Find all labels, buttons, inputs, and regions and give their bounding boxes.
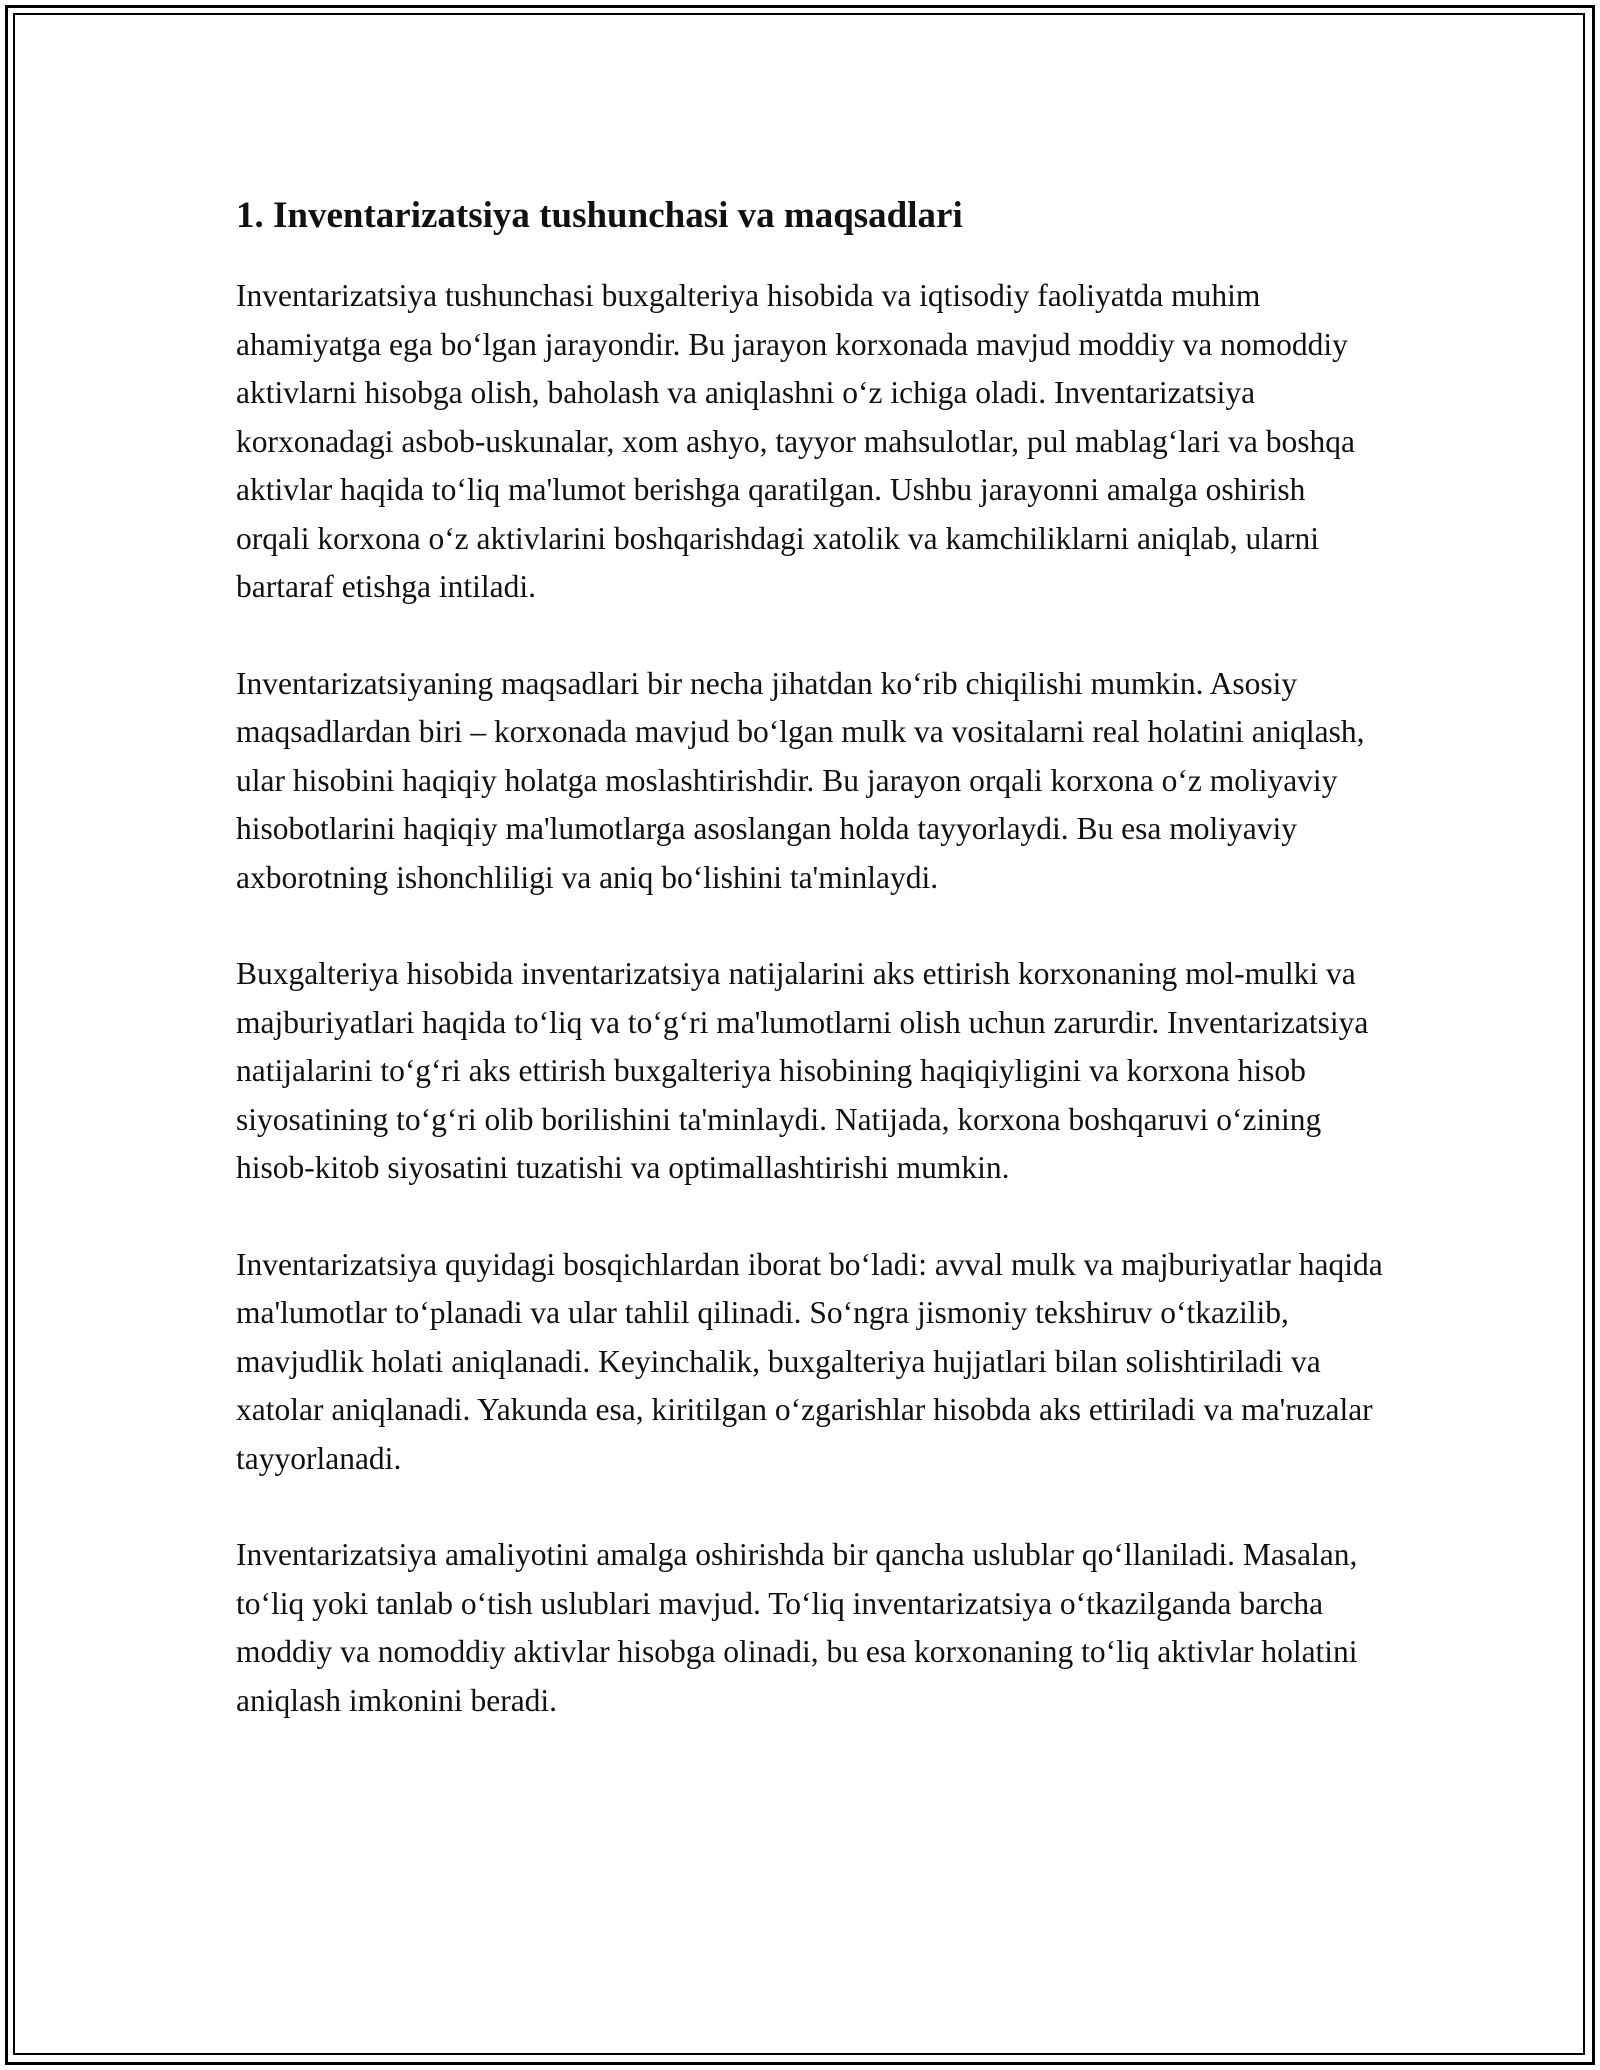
section-title: 1. Inventarizatsiya tushunchasi va maqsadlari xyxy=(236,195,963,236)
paragraph-2: Inventarizatsiyaning maqsadlari bir necha jihatdan ko‘rib chiqilishi mumkin. Asosiy maqsadlardan biri – korxonada mavjud bo‘lgan mulk va vositalarni real holatini aniqlash, ular hisobini haqiqiy holatga moslashtirishdir. Bu jarayon orqali korxona o‘z moliyaviy hisobotlarini haqiqiy ma'lumotlarga asoslangan holda tayyorlaydi. Bu esa moliyaviy axborotning ishonchliligi va aniq bo‘lishini ta'minlaydi. xyxy=(236,665,1365,895)
document-body xyxy=(236,188,1386,1773)
paragraph-4: Inventarizatsiya quyidagi bosqichlardan iborat bo‘ladi: avval mulk va majburiyatlar haqida ma'lumotlar to‘planadi va ular tahlil qilinadi. So‘ngra jismoniy tekshiruv o‘tkazilib, mavjudlik holati aniqlanadi. Keyinchalik, buxgalteriya hujjatlari bilan solishtiriladi va xatolar aniqlanadi. Yakunda esa, kiritilgan o‘zgarishlar hisobda aks ettiriladi va ma'ruzalar tayyorlanadi. xyxy=(236,1246,1383,1476)
paragraph-5: Inventarizatsiya amaliyotini amalga oshirishda bir qancha uslublar qo‘llaniladi. Masalan, to‘liq yoki tanlab o‘tish uslublari mavjud. To‘liq inventarizatsiya o‘tkazilganda barcha moddiy va nomoddiy aktivlar hisobga olinadi, bu esa korxonaning to‘liq aktivlar holatini aniqlash imkonini beradi. xyxy=(236,1537,1358,1718)
paragraph-1: Inventarizatsiya tushunchasi buxgalteriya hisobida va iqtisodiy faoliyatda muhim ahamiyatga ega bo‘lgan jarayondir. Bu jarayon korxonada mavjud moddiy va nomoddiy aktivlarni hisobga olish, baholash va aniqlashni o‘z ichiga oladi. Inventarizatsiya korxonadagi asbob-uskunalar, xom ashyo, tayyor mahsulotlar, pul mablag‘lari va boshqa aktivlar haqida to‘liq ma'lumot berishga qaratilgan. Ushbu jarayonni amalga oshirish orqali korxona o‘z aktivlarini boshqarishdagi xatolik va kamchiliklarni aniqlab, ularni bartaraf etishga intiladi. xyxy=(236,278,1355,604)
paragraph-3: Buxgalteriya hisobida inventarizatsiya natijalarini aks ettirish korxonaning mol-mulki va majburiyatlari haqida to‘liq va to‘g‘ri ma'lumotlarni olish uchun zarurdir. Inventarizatsiya natijalarini to‘g‘ri aks ettirish buxgalteriya hisobining haqiqiyligini va korxona hisob siyosatining to‘g‘ri olib borilishini ta'minlaydi. Natijada, korxona boshqaruvi o‘zining hisob-kitob siyosatini tuzatishi va optimallashtirishi mumkin. xyxy=(236,956,1369,1185)
